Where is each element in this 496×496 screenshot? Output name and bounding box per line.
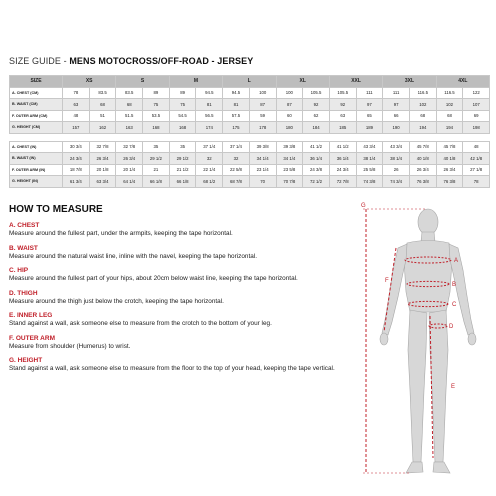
table-cell: 24 3/4 (63, 153, 90, 165)
table-cell: 175 (223, 122, 250, 134)
table-cell: 66 1/8 (143, 176, 170, 188)
table-cell: 78 (63, 87, 90, 99)
table-cell: 42 1/8 (463, 153, 490, 165)
step-heading: F. OUTER ARM (9, 334, 55, 342)
step-text: Stand against a wall, ask someone else to measure from the crotch to the bottom of your leg. (9, 320, 272, 327)
table-cell: 37 1/4 (223, 141, 250, 153)
table-cell: 68 (436, 110, 463, 122)
table-cell: 21 1/2 (169, 164, 196, 176)
table-row (10, 141, 490, 153)
table-cell: 97 (383, 99, 410, 111)
table-cell: 163 (116, 122, 143, 134)
table-cell: 40 1/8 (436, 153, 463, 165)
table-cell: 65 (356, 110, 383, 122)
table-cell: 74 3/8 (356, 176, 383, 188)
table-cell: 162 (89, 122, 116, 134)
table-cell: 102 (409, 99, 436, 111)
table-cell: 63 (329, 110, 356, 122)
step-text: Measure around the fullest part of your hips, about 20cm below waist line, keeping the tape horizontal. (9, 275, 298, 282)
size-table (9, 75, 490, 188)
table-cell: 76 3/8 (409, 176, 436, 188)
table-cell: 122 (463, 87, 490, 99)
table-cell: 38 1/4 (383, 153, 410, 165)
table-cell: 34 1/4 (249, 153, 276, 165)
table-cell: 54.5 (169, 110, 196, 122)
table-cell: 81 (196, 99, 223, 111)
step-heading: C. HIP (9, 267, 29, 274)
table-cell: 51 (89, 110, 116, 122)
table-cell: 194 (436, 122, 463, 134)
table-cell: 23 1/4 (249, 164, 276, 176)
table-cell: 26 3/4 (116, 153, 143, 165)
step-text: Stand against a wall, ask someone else to measure from the floor to the top of your head, keeping the tape vertical. (9, 365, 335, 372)
step-hip (9, 267, 354, 283)
table-cell: 69 (463, 110, 490, 122)
table-cell: 29 1/2 (143, 153, 170, 165)
table-cell: 30 3/4 (63, 141, 90, 153)
table-cell: 168 (169, 122, 196, 134)
body-figure-svg (360, 200, 490, 490)
table-cell: 20 1/4 (116, 164, 143, 176)
table-gap-cell (10, 133, 490, 141)
table-row (10, 176, 490, 188)
table-cell: 97 (356, 99, 383, 111)
table-cell: 22 1/4 (196, 164, 223, 176)
table-cell: 39 3/8 (276, 141, 303, 153)
table-cell: 157 (63, 122, 90, 134)
label-e: E (451, 384, 456, 390)
header-s: S (116, 76, 169, 88)
row-label: F. OUTER ARM (IN) (10, 164, 63, 176)
table-cell: 40 1/8 (409, 153, 436, 165)
table-row (10, 153, 490, 165)
header-m: M (169, 76, 222, 88)
table-cell: 100 (276, 87, 303, 99)
table-cell: 43 3/4 (383, 141, 410, 153)
table-cell: 18 7/8 (63, 164, 90, 176)
table-cell: 32 7/8 (116, 141, 143, 153)
table-cell: 64 1/4 (116, 176, 143, 188)
label-c: C (452, 302, 457, 308)
table-cell: 61 3/4 (63, 176, 90, 188)
table-cell: 178 (249, 122, 276, 134)
table-cell: 57.5 (223, 110, 250, 122)
table-cell: 111 (383, 87, 410, 99)
table-cell: 70 7/8 (276, 176, 303, 188)
table-cell: 68 (409, 110, 436, 122)
step-outer-arm (9, 335, 354, 351)
label-b: B (452, 282, 457, 288)
table-cell: 83.5 (89, 87, 116, 99)
table-cell: 48 (63, 110, 90, 122)
body-silhouette (380, 209, 476, 473)
table-cell: 51.5 (116, 110, 143, 122)
table-cell: 24 3/8 (303, 164, 330, 176)
label-f: F (385, 278, 389, 284)
body-measurement-figure (360, 200, 490, 490)
table-cell: 53.5 (143, 110, 170, 122)
table-cell: 72 7/8 (329, 176, 356, 188)
table-cell: 26 3/4 (89, 153, 116, 165)
table-cell: 78 (463, 176, 490, 188)
table-cell: 21 (143, 164, 170, 176)
table-row (10, 110, 490, 122)
table-cell: 92 (329, 99, 356, 111)
table-cell: 38 1/4 (356, 153, 383, 165)
header-xxl: XXL (329, 76, 382, 88)
table-row (10, 164, 490, 176)
table-cell: 87 (276, 99, 303, 111)
table-cell: 116.5 (409, 87, 436, 99)
table-cell: 74 3/4 (383, 176, 410, 188)
header-4xl: 4XL (436, 76, 489, 88)
table-cell: 189 (356, 122, 383, 134)
table-cell: 87 (249, 99, 276, 111)
table-cell: 168 (143, 122, 170, 134)
table-cell: 35 (143, 141, 170, 153)
table-cell: 174 (196, 122, 223, 134)
table-cell: 105.5 (303, 87, 330, 99)
table-row (10, 87, 490, 99)
table-cell: 75 (143, 99, 170, 111)
table-cell: 41 1/2 (303, 141, 330, 153)
table-cell: 89 (143, 87, 170, 99)
step-heading: E. INNER LEG (9, 312, 53, 319)
table-cell: 105.5 (329, 87, 356, 99)
row-label: B. WAIST (CM) (10, 99, 63, 111)
table-cell: 190 (383, 122, 410, 134)
table-cell: 29 1/2 (169, 153, 196, 165)
table-cell: 75 (169, 99, 196, 111)
table-cell: 94.5 (196, 87, 223, 99)
step-text: Measure around the thigh just below the crotch, keeping the tape horizontal. (9, 297, 224, 305)
table-cell: 26 3/4 (409, 164, 436, 176)
row-label: G. HEIGHT (CM) (10, 122, 63, 134)
table-cell: 62 (303, 110, 330, 122)
title-main: MENS MOTOCROSS/OFF-ROAD - JERSEY (69, 56, 254, 66)
table-cell: 102 (436, 99, 463, 111)
header-xl: XL (276, 76, 329, 88)
label-g: G (361, 203, 366, 209)
table-cell: 66 1/8 (169, 176, 196, 188)
step-text: Measure around the fullest part, under the armpits, keeping the tape horizontal. (9, 230, 233, 237)
table-cell: 198 (463, 122, 490, 134)
step-heading: A. CHEST (9, 222, 40, 229)
table-cell: 63 3/4 (89, 176, 116, 188)
step-thigh (9, 290, 354, 306)
how-to-title: HOW TO MEASURE (9, 204, 103, 215)
table-cell: 76 3/8 (436, 176, 463, 188)
label-a: A (454, 258, 459, 264)
table-cell: 107 (463, 99, 490, 111)
table-cell: 66 (383, 110, 410, 122)
table-cell: 37 1/4 (196, 141, 223, 153)
header-xs: XS (63, 76, 116, 88)
table-cell: 23 5/8 (276, 164, 303, 176)
table-cell: 32 (223, 153, 250, 165)
table-cell: 45 7/8 (436, 141, 463, 153)
step-inner-leg (9, 312, 354, 328)
measure-steps (9, 222, 354, 380)
step-text: Measure around the natural waist line, inline with the navel, keeping the tape horizontal. (9, 252, 257, 260)
table-cell: 59 (249, 110, 276, 122)
table-cell: 26 (383, 164, 410, 176)
table-cell: 32 7/8 (89, 141, 116, 153)
table-cell: 68 7/8 (223, 176, 250, 188)
table-cell: 25 5/8 (356, 164, 383, 176)
step-heading: G. HEIGHT (9, 357, 43, 364)
table-cell: 48 (463, 141, 490, 153)
table-cell: 27 1/8 (463, 164, 490, 176)
table-row (10, 122, 490, 134)
row-label: A. CHEST (CM) (10, 87, 63, 99)
table-cell: 100 (249, 87, 276, 99)
table-cell: 32 (196, 153, 223, 165)
table-cell: 81 (223, 99, 250, 111)
table-cell: 34 1/4 (276, 153, 303, 165)
table-gap (10, 133, 490, 141)
table-cell: 70 (249, 176, 276, 188)
table-row (10, 99, 490, 111)
label-d: D (449, 324, 454, 330)
step-heading: B. WAIST (9, 244, 38, 252)
table-cell: 180 (276, 122, 303, 134)
step-text: Measure from shoulder (Humerus) to wrist. (9, 342, 131, 350)
table-cell: 35 (169, 141, 196, 153)
table-cell: 89 (169, 87, 196, 99)
table-cell: 83.5 (116, 87, 143, 99)
header-size: SIZE (10, 76, 63, 88)
row-label: A. CHEST (IN) (10, 141, 63, 153)
table-cell: 68 (116, 99, 143, 111)
header-3xl: 3XL (383, 76, 436, 88)
table-cell: 22 5/8 (223, 164, 250, 176)
row-label: G. HEIGHT (IN) (10, 176, 63, 188)
size-header-row (10, 76, 490, 88)
table-cell: 111 (356, 87, 383, 99)
table-cell: 60 (276, 110, 303, 122)
step-chest (9, 222, 354, 238)
table-cell: 43 3/4 (356, 141, 383, 153)
title-prefix: SIZE GUIDE - (9, 56, 70, 66)
table-cell: 24 3/4 (329, 164, 356, 176)
table-cell: 92 (303, 99, 330, 111)
table-cell: 68 1/2 (196, 176, 223, 188)
table-cell: 116.5 (436, 87, 463, 99)
step-height (9, 357, 354, 373)
table-cell: 72 1/2 (303, 176, 330, 188)
table-cell: 41 1/2 (329, 141, 356, 153)
table-cell: 20 1/8 (89, 164, 116, 176)
header-l: L (223, 76, 276, 88)
table-cell: 45 7/8 (409, 141, 436, 153)
table-cell: 26 3/4 (436, 164, 463, 176)
table-cell: 56.5 (196, 110, 223, 122)
table-cell: 39 3/8 (249, 141, 276, 153)
row-label: B. WAIST (IN) (10, 153, 63, 165)
table-cell: 68 (89, 99, 116, 111)
page-title (9, 56, 253, 66)
table-cell: 184 (303, 122, 330, 134)
row-label: F. OUTER ARM (CM) (10, 110, 63, 122)
step-heading: D. THIGH (9, 289, 38, 297)
step-waist (9, 245, 354, 261)
table-cell: 63 (63, 99, 90, 111)
table-cell: 36 1/4 (303, 153, 330, 165)
table-cell: 194 (409, 122, 436, 134)
table-cell: 94.5 (223, 87, 250, 99)
table-cell: 36 1/4 (329, 153, 356, 165)
table-cell: 185 (329, 122, 356, 134)
